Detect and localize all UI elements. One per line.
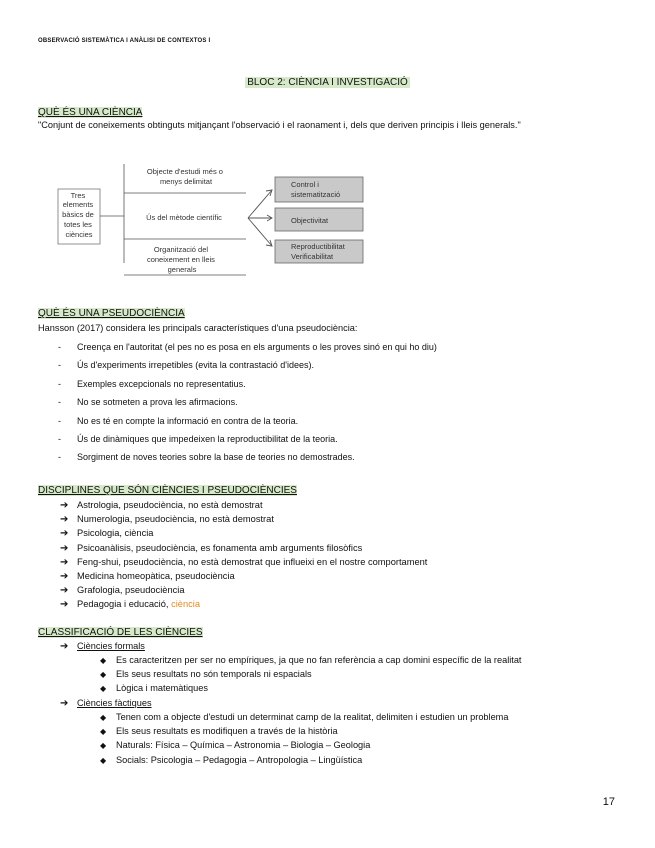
- section-title-classification-text: CLASSIFICACIÓ DE LES CIÈNCIES: [38, 627, 203, 638]
- diagram-item-object: Objecte d'estudi més o menys delimitat: [146, 167, 223, 186]
- list-item: [100, 712, 508, 722]
- diagram-item-method: Ús del mètode científic: [146, 213, 222, 222]
- diagram-item-organization: Organització del coneixement en lleis generals: [146, 245, 215, 274]
- diagram-arrows: [248, 190, 272, 246]
- dash-marker: -: [58, 360, 61, 371]
- list-item: [100, 740, 370, 750]
- diagram-box-reproducibility-text: Reproductibilitat Verificabilitat: [291, 242, 345, 261]
- bloc-title-text: BLOC 2: CIÈNCIA I INVESTIGACIÓ: [247, 77, 408, 88]
- list-item-text: Grafologia, pseudociència: [77, 585, 185, 596]
- diamond-icon: ◆: [100, 741, 107, 751]
- section-title-disciplines: [38, 485, 297, 496]
- list-item-text: Lògica i matemàtiques: [116, 683, 208, 694]
- list-item: [58, 397, 238, 407]
- arrow-icon: ➔: [60, 514, 69, 526]
- science-definition: "Conjunt de coneixements obtinguts mitjançant l'observació i el raonament i, dels que deriven principis i lleis generals.": [38, 120, 521, 130]
- list-item-text: Astrologia, pseudociència, no està demostrat: [77, 500, 263, 510]
- subheading-factual: [60, 698, 152, 709]
- section-title-pseudociencia-text: QUÈ ÉS UNA PSEUDOCIÈNCIA: [38, 308, 185, 319]
- dash-marker: -: [58, 397, 61, 408]
- list-item: [58, 342, 437, 352]
- diamond-icon: ◆: [100, 684, 107, 694]
- list-item: [100, 755, 362, 765]
- bloc-title: [0, 77, 655, 88]
- list-item-text: Medicina homeopàtica, pseudociència: [77, 571, 235, 581]
- arrow-icon: ➔: [60, 556, 69, 568]
- arrow-icon: ➔: [60, 571, 69, 582]
- arrow-icon: ➔: [60, 585, 69, 597]
- list-item-text: No se sotmeten a prova les afirmacions.: [77, 397, 238, 408]
- list-item: [100, 726, 338, 736]
- subheading-formal: [60, 641, 145, 652]
- list-item-text: Feng-shui, pseudociència, no està demostrat que influeixi en el nostre comportament: [77, 556, 428, 567]
- section-title-classification: [38, 627, 203, 638]
- list-item-text: Pedagogia i educació,: [77, 599, 172, 609]
- list-item: [58, 416, 298, 426]
- highlighted-word: ciència: [171, 599, 201, 609]
- list-item: [60, 599, 200, 610]
- list-item-text: Ús d'experiments irrepetibles (evita la contrastació d'idees).: [77, 360, 315, 371]
- dash-marker: -: [58, 452, 61, 463]
- pseudoscience-intro: Hansson (2017) considera les principals característiques d'una pseudociència:: [38, 323, 358, 333]
- list-item: [58, 452, 355, 462]
- list-item-text: Naturals: Física – Química – Astronomia – Biologia – Geologia: [116, 740, 371, 751]
- list-item: [58, 434, 338, 444]
- list-item: [100, 669, 312, 679]
- page-number: 17: [602, 796, 615, 808]
- list-item: [58, 360, 314, 370]
- arrow-icon: ➔: [60, 528, 69, 540]
- section-title-pseudociencia: [38, 308, 185, 319]
- list-item: [58, 379, 246, 389]
- dash-marker: -: [58, 378, 61, 389]
- section-title-disciplines-text: DISCIPLINES QUE SÓN CIÈNCIES I PSEUDOCIÈNCIES: [38, 485, 297, 496]
- dash-marker: -: [58, 342, 61, 352]
- subheading-formal-label: Ciències formals: [77, 641, 145, 651]
- diamond-icon: ◆: [100, 656, 107, 665]
- list-item: [100, 683, 208, 693]
- dash-marker: -: [58, 415, 61, 426]
- section-title-ciencia: [38, 107, 142, 118]
- diagram-box-objectivity-text: Objectivitat: [291, 216, 329, 225]
- list-item-text: Es caracteritzen per ser no empíriques, ja que no fan referència a cap domini específic de la realitat: [116, 655, 522, 665]
- list-item: [100, 655, 522, 665]
- diagram-left-text: Tres elements bàsics de totes les ciències: [62, 191, 94, 239]
- diamond-icon: ◆: [100, 755, 107, 765]
- list-item-text: Numerologia, pseudociència, no està demostrat: [77, 514, 274, 525]
- list-item: [60, 557, 427, 568]
- list-item-text: Psicologia, ciència: [77, 528, 154, 539]
- diamond-icon: ◆: [100, 727, 107, 737]
- arrow-icon: ➔: [60, 542, 69, 554]
- list-item: [60, 528, 153, 539]
- list-item-text: Socials: Psicologia – Pedagogia – Antropologia – Lingüística: [116, 754, 363, 765]
- list-item: [60, 571, 235, 582]
- list-item-text: Tenen com a objecte d'estudi un determinat camp de la realitat, delimiten i estudien un problema: [116, 712, 509, 722]
- list-item-text: Sorgiment de noves teories sobre la base de teories no demostrades.: [77, 452, 355, 463]
- arrow-icon: ➔: [60, 500, 69, 511]
- list-item: [60, 500, 263, 511]
- list-item-text: Psicoanàlisis, pseudociència, es fonamenta amb arguments filosòfics: [77, 542, 363, 553]
- diamond-icon: ◆: [100, 713, 107, 722]
- list-item-text: Ús de dinàmiques que impedeixen la reproductibilitat de la teoria.: [77, 434, 338, 444]
- subheading-factual-label: Ciències fàctiques: [77, 698, 152, 708]
- running-header: OBSERVACIÓ SISTEMÀTICA I ANÀLISI DE CONTEXTOS I: [38, 38, 211, 44]
- section-title-ciencia-text: QUÈ ÉS UNA CIÈNCIA: [38, 107, 143, 118]
- arrow-icon: ➔: [60, 641, 69, 652]
- list-item-text: Exemples excepcionals no representatius.: [77, 378, 246, 389]
- list-item: [60, 585, 185, 596]
- dash-marker: -: [58, 434, 61, 444]
- arrow-icon: ➔: [60, 599, 69, 610]
- list-item-text: No es té en compte la informació en contra de la teoria.: [77, 415, 299, 426]
- arrow-icon: ➔: [60, 698, 69, 709]
- list-item-text: Els seus resultats no són temporals ni espacials: [116, 669, 312, 680]
- science-elements-diagram: [50, 160, 370, 285]
- diamond-icon: ◆: [100, 670, 107, 680]
- diagram-box-control-text: Control i sistematització: [291, 180, 341, 199]
- list-item: [60, 543, 362, 554]
- list-item: [60, 514, 274, 525]
- list-item-text: Els seus resultats es modifiquen a través de la història: [116, 726, 338, 737]
- list-item-text: Creença en l'autoritat (el pes no es posa en els arguments o les proves sinó en qui ho diu): [77, 342, 437, 352]
